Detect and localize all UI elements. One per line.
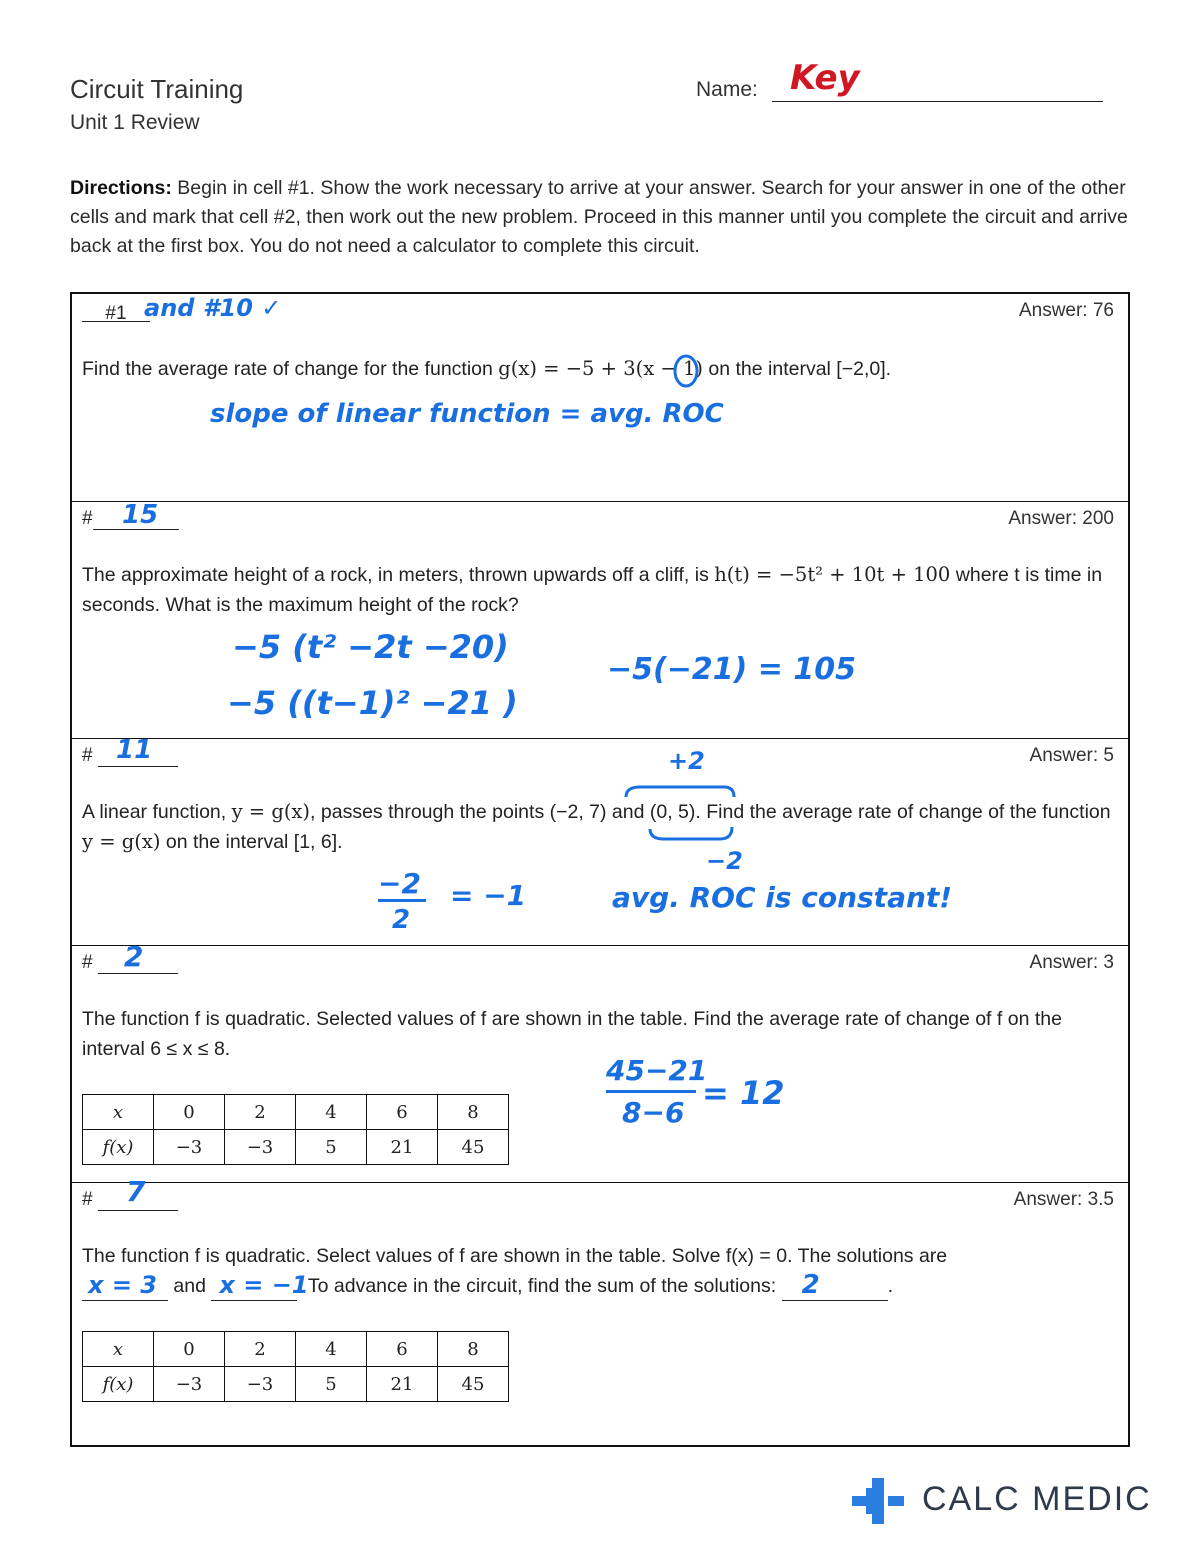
- table-cell: 45: [438, 1367, 509, 1402]
- table-cell: −3: [225, 1367, 296, 1402]
- directions-text: Begin in cell #1. Show the work necessary to arrive at your answer. Search for your answer in one of the other cells and mark that cell #2, then work out the new problem. Proceed in this manner until you complete the circuit and arrive back at the first box. You do not need a calculator to complete this circuit.: [70, 177, 1128, 257]
- table-cell: 0: [154, 1332, 225, 1367]
- cell-answer: Answer: 200: [1008, 508, 1114, 529]
- handwritten-work: −5(−21) = 105: [607, 652, 856, 687]
- table-cell: f(x): [83, 1130, 154, 1165]
- problem-math: y = g(x): [231, 800, 311, 823]
- handwritten-sum: 2: [801, 1270, 820, 1300]
- handwritten-solution-2: x = −1: [219, 1271, 309, 1299]
- handwritten-work: avg. ROC is constant!: [612, 881, 953, 914]
- table-cell: x: [83, 1095, 154, 1130]
- worksheet-subtitle: Unit 1 Review: [70, 111, 200, 134]
- handwritten-work: −2: [378, 867, 421, 900]
- values-table: [82, 1331, 509, 1402]
- handwritten-work: = 12: [702, 1074, 785, 1112]
- handwritten-cell-number: 15: [122, 500, 159, 530]
- name-label: Name:: [696, 78, 758, 101]
- handwritten-work: −5 (t² −2t −20): [232, 628, 509, 666]
- handwritten-work: = −1: [450, 879, 527, 912]
- table-cell: −3: [154, 1367, 225, 1402]
- circuit-cell-4: [72, 940, 1128, 1183]
- handwritten-cell-number: 11: [116, 735, 153, 765]
- circuit-frame: [70, 292, 1130, 1447]
- table-cell: 8: [438, 1095, 509, 1130]
- handwritten-work: −2: [706, 847, 743, 875]
- table-cell: x: [83, 1332, 154, 1367]
- cell-answer: Answer: 3: [1029, 952, 1114, 973]
- handwritten-work: slope of linear function = avg. ROC: [210, 399, 724, 429]
- circuit-cell-3: [72, 735, 1128, 946]
- table-cell: 6: [367, 1095, 438, 1130]
- cell-answer: Answer: 5: [1029, 745, 1114, 766]
- problem-text: The approximate height of a rock, in meters, thrown upwards off a cliff, is h(t) = −5t² + 10t + 100 where t is time in seconds. What is the maximum height of the rock?: [82, 563, 1103, 616]
- name-value-handwritten: Key: [790, 58, 860, 98]
- bracket-annotation-icon: [620, 783, 740, 845]
- cell-number: #: [82, 952, 178, 974]
- table-cell: 0: [154, 1095, 225, 1130]
- handwritten-work: +2: [668, 747, 705, 775]
- problem-math: y = g(x): [82, 830, 161, 853]
- circuit-cell-1: [72, 294, 1128, 502]
- handwritten-cell-number: and #10 ✓: [144, 294, 282, 322]
- problem-text: Find the average rate of change for the function g(x) = −5 + 3(x − 1) on the interval [−2,0].: [82, 357, 892, 380]
- cell-number: #: [82, 1189, 178, 1211]
- worksheet-title: Circuit Training: [70, 74, 244, 104]
- cell-number-prefix: #1: [105, 303, 127, 324]
- problem-text: The function f is quadratic. Select values of f are shown in the table. Solve f(x) = 0. The solutions are x = 3 and x = −1 . To advance in the circuit, find the sum of the solutions: 2 .: [82, 1245, 948, 1300]
- table-cell: −3: [225, 1130, 296, 1165]
- table-cell: 6: [367, 1332, 438, 1367]
- handwritten-work: 8−6: [622, 1096, 685, 1129]
- cell-number: #: [82, 508, 179, 530]
- table-cell: f(x): [83, 1367, 154, 1402]
- table-row: [83, 1367, 509, 1402]
- table-cell: 2: [225, 1332, 296, 1367]
- table-cell: 5: [296, 1130, 367, 1165]
- calc-medic-logo-icon: [852, 1478, 904, 1524]
- table-cell: 5: [296, 1367, 367, 1402]
- logo-text: CALC MEDIC: [922, 1480, 1152, 1518]
- handwritten-work: −5 ((t−1)² −21 ): [227, 684, 518, 722]
- cell-number: #: [82, 745, 178, 767]
- directions: [70, 174, 1130, 261]
- fraction-bar: [606, 1090, 696, 1093]
- problem-math: h(t) = −5t² + 10t + 100: [714, 563, 951, 586]
- table-cell: 21: [367, 1367, 438, 1402]
- handwritten-work: 2: [392, 905, 411, 935]
- table-row: [83, 1095, 509, 1130]
- handwritten-solution-1: x = 3: [88, 1271, 157, 1299]
- table-cell: 4: [296, 1095, 367, 1130]
- cell-answer: Answer: 76: [1018, 300, 1114, 321]
- problem-text: The function f is quadratic. Selected values of f are shown in the table. Find the average rate of change of f on the interval 6 ≤ x ≤ 8.: [82, 1008, 1062, 1060]
- circuit-cell-5: [72, 1175, 1128, 1445]
- cell-answer: Answer: 3.5: [1013, 1189, 1114, 1210]
- handwritten-cell-number: 2: [124, 940, 144, 973]
- problem-text: A linear function, y = g(x), passes through the points (−2, 7) and (0, 5). Find the average rate of change of the function y = g(x) on the interval [1, 6].: [82, 800, 1111, 853]
- table-cell: 21: [367, 1130, 438, 1165]
- table-cell: −3: [154, 1130, 225, 1165]
- table-row: [83, 1130, 509, 1165]
- fraction-bar: [378, 899, 426, 902]
- table-cell: 45: [438, 1130, 509, 1165]
- circle-annotation-icon: [672, 352, 700, 390]
- table-cell: 8: [438, 1332, 509, 1367]
- directions-label: Directions:: [70, 177, 172, 199]
- problem-math: g(x) = −5 + 3(x − 1): [498, 357, 703, 380]
- table-row: [83, 1332, 509, 1367]
- table-cell: 2: [225, 1095, 296, 1130]
- values-table: [82, 1094, 509, 1165]
- name-line: [772, 101, 1103, 102]
- table-cell: 4: [296, 1332, 367, 1367]
- circuit-cell-2: [72, 502, 1128, 739]
- handwritten-work: 45−21: [606, 1054, 708, 1087]
- cell-number: [82, 300, 150, 322]
- handwritten-cell-number: 7: [126, 1175, 146, 1208]
